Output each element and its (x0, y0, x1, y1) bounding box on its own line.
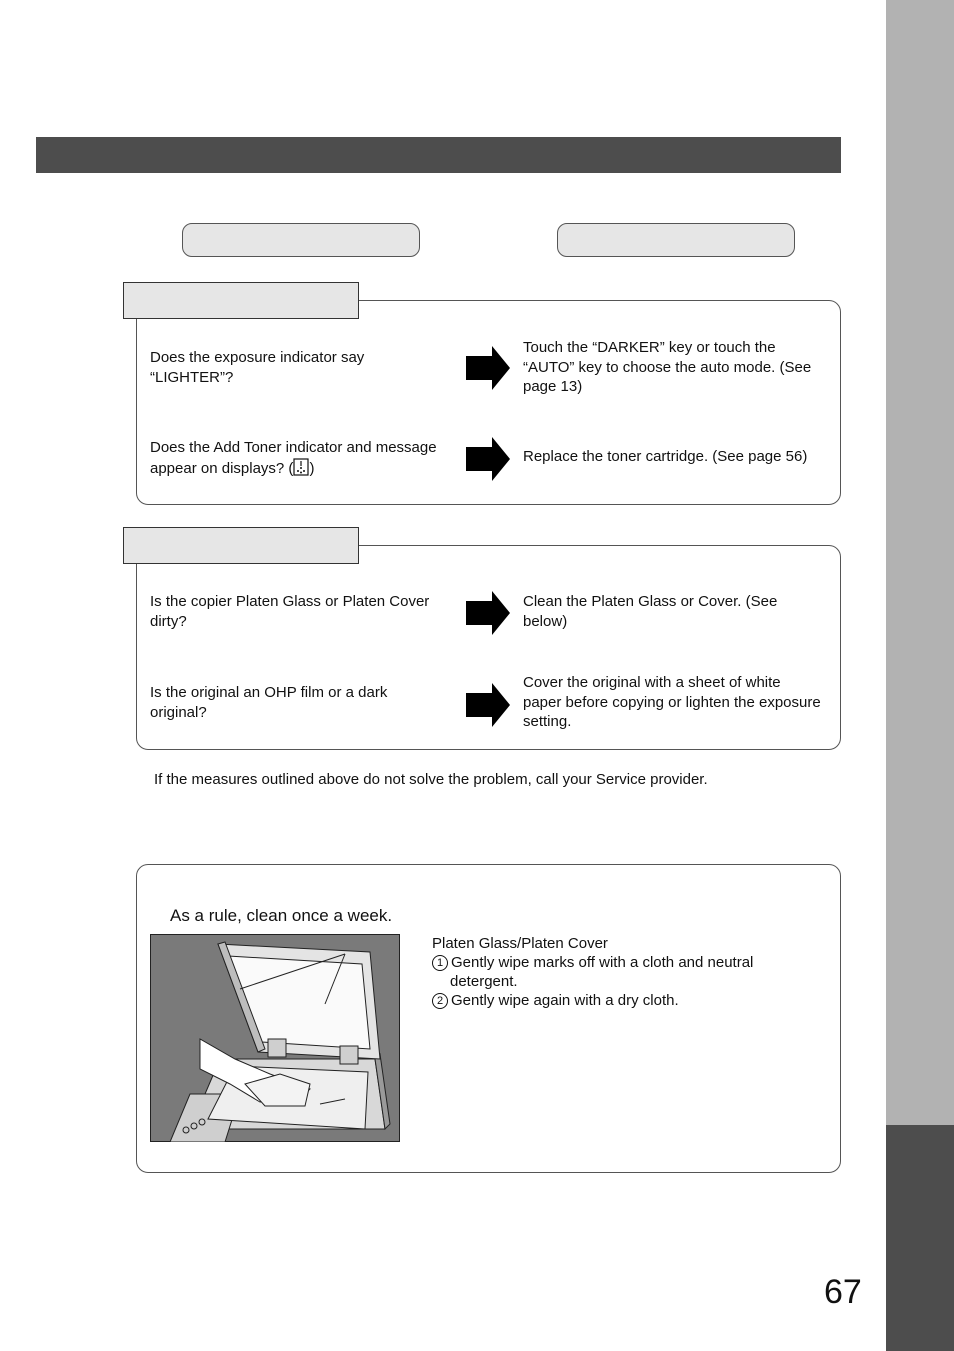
copier-cleaning-illustration (150, 934, 400, 1142)
question-add-toner (150, 438, 460, 478)
question-exposure: Does the exposure indicator say “LIGHTER”? (150, 349, 365, 386)
arrow-right-icon (466, 591, 510, 635)
column-label-solution (557, 223, 795, 257)
step-number-badge: 1 (432, 955, 448, 971)
column-label-problem (182, 223, 420, 257)
step-1-text-cont: detergent. (450, 973, 518, 990)
question-add-toner-end: ) (309, 459, 315, 477)
step-number-badge: 2 (432, 993, 448, 1009)
cleaning-step-2 (432, 991, 832, 1011)
question-platen-dirty: Is the copier Platen Glass or Platen Cover dirty? (150, 593, 430, 630)
arrow-right-icon (466, 346, 510, 390)
page-number: 67 (824, 1273, 862, 1311)
cleaning-rule: As a rule, clean once a week. (170, 906, 393, 925)
arrow-right-icon (466, 437, 510, 481)
question-ohp-film: Is the original an OHP film or a dark original? (150, 684, 388, 721)
answer-clean-platen: Clean the Platen Glass or Cover. (See below) (523, 593, 778, 630)
section-header-bar (36, 137, 841, 173)
toner-icon (293, 458, 309, 476)
cleaning-step-1 (432, 953, 832, 973)
side-tab-dark (886, 1125, 954, 1351)
answer-cover-original: Cover the original with a sheet of white paper before copying or lighten the exposure setting. (523, 674, 821, 730)
step-1-text: Gently wipe marks off with a cloth and neutral (451, 954, 754, 971)
question-add-toner-text: Does the Add Toner indicator and message appear on displays? ( (150, 439, 437, 477)
arrow-right-icon (466, 683, 510, 727)
panel-2-label (123, 527, 359, 564)
cleaning-title: Platen Glass/Platen Cover (432, 935, 608, 952)
answer-replace-toner: Replace the toner cartridge. (See page 56) (523, 448, 808, 465)
step-2-text: Gently wipe again with a dry cloth. (451, 992, 679, 1009)
service-note: If the measures outlined above do not solve the problem, call your Service provider. (154, 771, 708, 788)
panel-1-label (123, 282, 359, 319)
side-tab (886, 0, 954, 1125)
answer-exposure: Touch the “DARKER” key or touch the “AUTO” key to choose the auto mode. (See page 13) (523, 339, 812, 395)
